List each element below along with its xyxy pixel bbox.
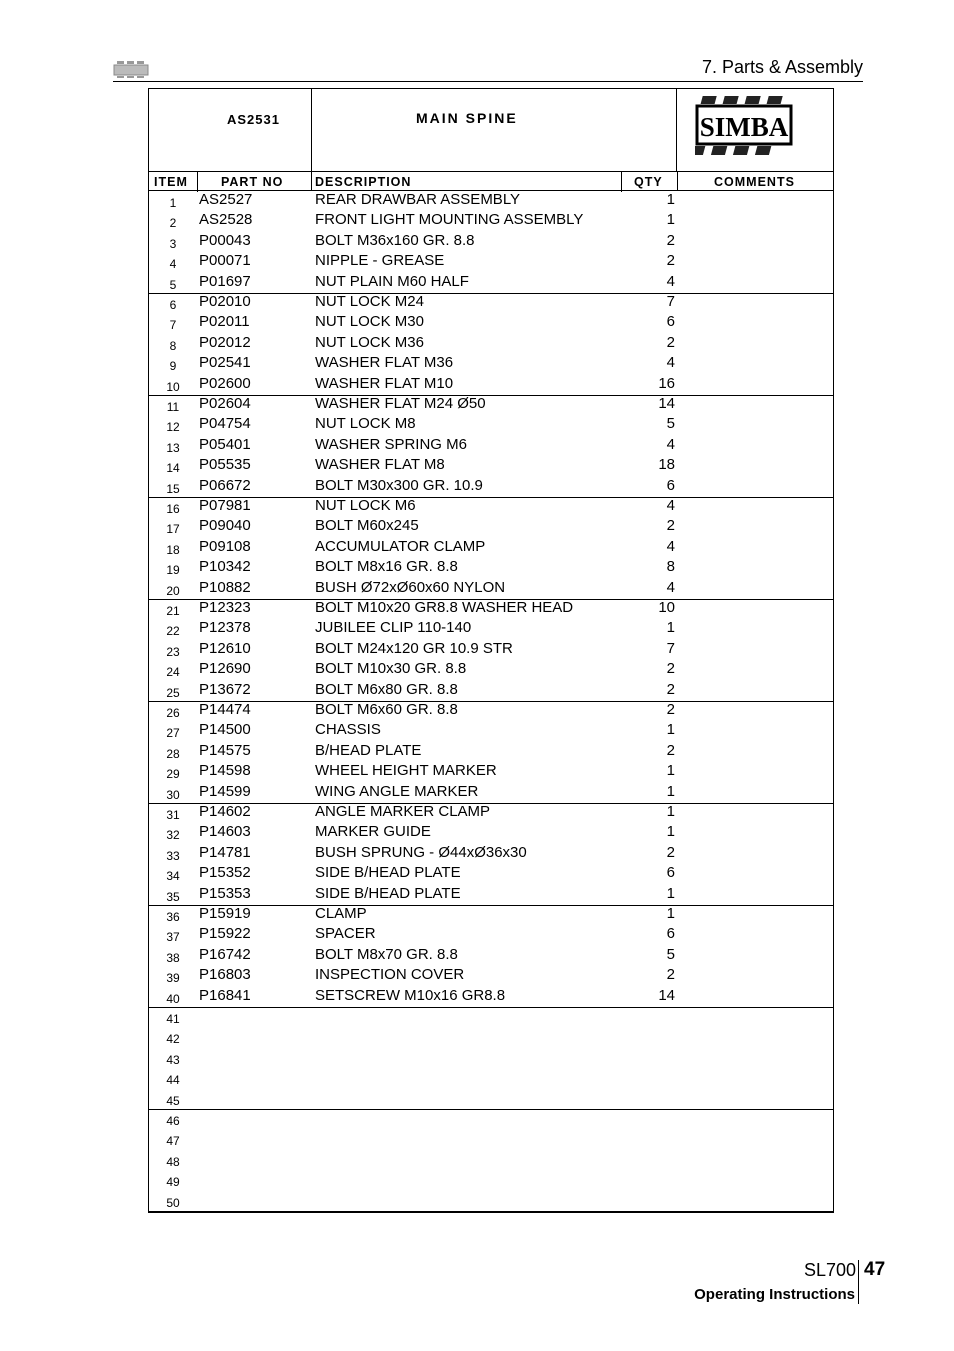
item-number: 21 xyxy=(166,604,180,618)
part-number: P00043 xyxy=(199,231,251,249)
item-number: 39 xyxy=(166,971,180,986)
table-row xyxy=(149,619,833,639)
part-quantity: 1 xyxy=(666,762,675,780)
part-quantity: 1 xyxy=(666,803,675,820)
part-number: P06672 xyxy=(199,476,251,494)
part-quantity: 1 xyxy=(666,721,675,739)
part-description: WHEEL HEIGHT MARKER xyxy=(315,762,497,780)
manual-subtitle: Operating Instructions xyxy=(694,1286,855,1303)
table-row xyxy=(149,1129,833,1149)
part-description: WASHER FLAT M24 Ø50 xyxy=(315,395,486,412)
table-row xyxy=(149,681,833,701)
item-number: 18 xyxy=(166,542,180,557)
part-number: P14575 xyxy=(199,741,251,759)
part-description: BOLT M30x300 GR. 10.9 xyxy=(315,476,483,494)
item-number: 13 xyxy=(166,440,180,455)
part-description: NUT PLAIN M60 HALF xyxy=(315,272,469,290)
part-number: P14599 xyxy=(199,782,251,800)
table-row xyxy=(149,252,833,272)
part-quantity: 1 xyxy=(666,619,675,637)
part-quantity: 2 xyxy=(666,843,675,861)
part-quantity: 2 xyxy=(666,680,675,698)
table-row xyxy=(149,885,833,905)
table-row xyxy=(149,375,833,395)
part-number: P16742 xyxy=(199,945,251,963)
item-number: 43 xyxy=(166,1052,180,1067)
part-description: B/HEAD PLATE xyxy=(315,741,422,759)
part-quantity: 4 xyxy=(666,354,675,372)
assembly-name: MAIN SPINE xyxy=(416,110,518,126)
table-row xyxy=(149,721,833,741)
part-quantity: 6 xyxy=(666,313,675,331)
part-quantity: 2 xyxy=(666,966,675,984)
col-comments: COMMENTS xyxy=(714,175,795,189)
col-qty: QTY xyxy=(634,175,663,189)
item-number: 49 xyxy=(166,1175,180,1190)
footer-divider xyxy=(858,1260,859,1304)
part-quantity: 4 xyxy=(666,578,675,596)
part-description: FRONT LIGHT MOUNTING ASSEMBLY xyxy=(315,211,584,229)
part-number: AS2527 xyxy=(199,191,253,208)
header-rule xyxy=(113,81,863,82)
simba-brand-logo xyxy=(695,95,795,157)
part-description: BOLT M6x80 GR. 8.8 xyxy=(315,680,458,698)
part-quantity: 4 xyxy=(666,537,675,555)
part-number: P15352 xyxy=(199,864,251,882)
item-number: 23 xyxy=(166,644,180,659)
item-number: 4 xyxy=(169,257,177,272)
item-number: 2 xyxy=(169,216,177,231)
table-row xyxy=(149,313,833,333)
part-number: P12378 xyxy=(199,619,251,637)
item-number: 7 xyxy=(169,318,177,333)
item-number: 35 xyxy=(166,889,180,904)
simba-logo-text: SIMBA xyxy=(699,112,789,142)
assembly-name-cell xyxy=(311,89,677,172)
item-number: 19 xyxy=(166,563,180,578)
part-number: P12610 xyxy=(199,639,251,657)
item-number: 1 xyxy=(169,196,177,210)
part-quantity: 1 xyxy=(666,823,675,841)
col-divider xyxy=(311,171,312,191)
table-row xyxy=(149,823,833,843)
table-row xyxy=(149,987,833,1007)
page-number: 47 xyxy=(864,1259,886,1280)
part-number: P14602 xyxy=(199,803,251,820)
table-row xyxy=(149,660,833,680)
table-row xyxy=(149,354,833,374)
table-row xyxy=(149,497,833,517)
table-row xyxy=(149,864,833,884)
item-number: 3 xyxy=(169,236,177,251)
part-quantity: 2 xyxy=(666,517,675,535)
item-number: 11 xyxy=(166,400,180,414)
part-description: BOLT M60x245 xyxy=(315,517,419,535)
part-number: P12323 xyxy=(199,599,251,616)
table-row xyxy=(149,558,833,578)
item-number: 46 xyxy=(166,1114,180,1128)
part-description: NUT LOCK M8 xyxy=(315,415,416,433)
part-quantity: 14 xyxy=(658,395,675,412)
part-quantity: 8 xyxy=(666,558,675,576)
part-description: BOLT M36x160 GR. 8.8 xyxy=(315,231,475,249)
part-description: BOLT M24x120 GR 10.9 STR xyxy=(315,639,513,657)
col-divider xyxy=(621,172,622,192)
item-number: 17 xyxy=(166,522,180,537)
part-quantity: 4 xyxy=(666,497,675,514)
part-quantity: 7 xyxy=(666,639,675,657)
part-description: SIDE B/HEAD PLATE xyxy=(315,864,461,882)
part-quantity: 2 xyxy=(666,660,675,678)
part-quantity: 1 xyxy=(666,905,675,922)
item-number: 45 xyxy=(166,1093,180,1108)
part-number: P14474 xyxy=(199,701,251,718)
table-row xyxy=(149,273,833,293)
item-number: 34 xyxy=(166,869,180,884)
table-row xyxy=(149,1150,833,1170)
part-description: BUSH SPRUNG - Ø44xØ36x30 xyxy=(315,843,527,861)
col-item: ITEM xyxy=(154,175,188,189)
part-description: WASHER FLAT M10 xyxy=(315,374,454,392)
item-number: 38 xyxy=(166,950,180,965)
part-number: P10882 xyxy=(199,578,251,596)
item-number: 22 xyxy=(166,624,180,639)
part-quantity: 7 xyxy=(666,293,675,310)
part-description: REAR DRAWBAR ASSEMBLY xyxy=(315,191,521,208)
table-row xyxy=(149,232,833,252)
item-number: 6 xyxy=(169,298,177,312)
table-row xyxy=(149,415,833,435)
item-number: 20 xyxy=(166,583,180,598)
part-description: JUBILEE CLIP 110-140 xyxy=(315,619,472,637)
part-quantity: 1 xyxy=(666,782,675,800)
part-number: P14603 xyxy=(199,823,251,841)
item-number: 27 xyxy=(166,726,180,741)
table-row xyxy=(149,1170,833,1190)
part-quantity: 1 xyxy=(666,211,675,229)
part-description: NIPPLE - GREASE xyxy=(315,252,445,270)
table-row xyxy=(149,456,833,476)
item-number: 48 xyxy=(166,1154,180,1169)
item-number: 15 xyxy=(166,481,180,496)
table-row xyxy=(149,742,833,762)
table-row xyxy=(149,579,833,599)
table-row xyxy=(149,640,833,660)
table-row xyxy=(149,966,833,986)
item-number: 40 xyxy=(166,991,180,1006)
item-number: 16 xyxy=(166,502,180,516)
item-number: 47 xyxy=(166,1134,180,1149)
part-number: P14598 xyxy=(199,762,251,780)
table-row xyxy=(149,783,833,803)
part-quantity: 2 xyxy=(666,231,675,249)
part-number: P05535 xyxy=(199,456,251,474)
part-description: CLAMP xyxy=(315,905,367,922)
part-number: P15922 xyxy=(199,925,251,943)
part-description: BUSH Ø72xØ60x60 NYLON xyxy=(315,578,506,596)
part-number: P00071 xyxy=(199,252,251,270)
part-description: WING ANGLE MARKER xyxy=(315,782,479,800)
part-number: P12690 xyxy=(199,660,251,678)
item-number: 25 xyxy=(166,685,180,700)
parts-list-table xyxy=(148,88,834,1213)
part-number: AS2528 xyxy=(199,211,253,229)
table-row xyxy=(149,293,833,313)
simba-logo-icon xyxy=(113,59,149,79)
part-description: SIDE B/HEAD PLATE xyxy=(315,884,461,902)
part-description: MARKER GUIDE xyxy=(315,823,431,841)
table-row xyxy=(149,538,833,558)
table-row xyxy=(149,1048,833,1068)
item-number: 32 xyxy=(166,828,180,843)
table-row xyxy=(149,599,833,619)
table-row xyxy=(149,191,833,211)
part-description: CHASSIS xyxy=(315,721,381,739)
item-number: 29 xyxy=(166,767,180,782)
item-number: 9 xyxy=(169,359,177,374)
table-row xyxy=(149,1007,833,1027)
part-description: WASHER FLAT M36 xyxy=(315,354,454,372)
item-number: 12 xyxy=(166,420,180,435)
part-number: P16803 xyxy=(199,966,251,984)
assembly-code: AS2531 xyxy=(227,112,280,127)
part-number: P05401 xyxy=(199,435,251,453)
item-number: 28 xyxy=(166,746,180,761)
item-number: 8 xyxy=(169,338,177,353)
part-number: P16841 xyxy=(199,986,251,1004)
part-description: SETSCREW M10x16 GR8.8 xyxy=(315,986,506,1004)
table-row xyxy=(149,334,833,354)
item-number: 36 xyxy=(166,910,180,924)
part-description: NUT LOCK M24 xyxy=(315,293,424,310)
part-quantity: 2 xyxy=(666,741,675,759)
item-number: 26 xyxy=(166,706,180,720)
table-row xyxy=(149,946,833,966)
part-description: BOLT M8x16 GR. 8.8 xyxy=(315,558,458,576)
part-number: P02604 xyxy=(199,395,251,412)
table-row xyxy=(149,1027,833,1047)
part-description: BOLT M10x20 GR8.8 WASHER HEAD xyxy=(315,599,574,616)
item-number: 10 xyxy=(166,379,180,394)
item-number: 42 xyxy=(166,1032,180,1047)
item-number: 37 xyxy=(166,930,180,945)
part-description: NUT LOCK M30 xyxy=(315,313,424,331)
assembly-code-cell xyxy=(149,89,311,172)
part-quantity: 2 xyxy=(666,701,675,718)
part-description: WASHER SPRING M6 xyxy=(315,435,467,453)
part-number: P15353 xyxy=(199,884,251,902)
item-number: 30 xyxy=(166,787,180,802)
part-description: ACCUMULATOR CLAMP xyxy=(315,537,486,555)
part-number: P02541 xyxy=(199,354,251,372)
part-quantity: 5 xyxy=(666,945,675,963)
part-number: P02011 xyxy=(199,313,250,331)
item-number: 50 xyxy=(166,1195,180,1210)
part-quantity: 18 xyxy=(658,456,675,474)
part-description: WASHER FLAT M8 xyxy=(315,456,445,474)
part-quantity: 2 xyxy=(666,252,675,270)
part-description: BOLT M8x70 GR. 8.8 xyxy=(315,945,458,963)
col-description: DESCRIPTION xyxy=(315,175,412,189)
table-row xyxy=(149,762,833,782)
item-number: 44 xyxy=(166,1073,180,1088)
part-description: BOLT M6x60 GR. 8.8 xyxy=(315,701,458,718)
col-part-no: PART NO xyxy=(221,175,284,189)
table-row xyxy=(149,844,833,864)
item-number: 24 xyxy=(166,665,180,680)
part-number: P09040 xyxy=(199,517,251,535)
part-description: SPACER xyxy=(315,925,376,943)
part-description: NUT LOCK M6 xyxy=(315,497,416,514)
part-number: P14781 xyxy=(199,843,251,861)
section-title: 7. Parts & Assembly xyxy=(701,57,863,77)
part-quantity: 14 xyxy=(658,986,675,1004)
item-number: 14 xyxy=(166,461,180,476)
part-quantity: 6 xyxy=(666,476,675,494)
part-number: P04754 xyxy=(199,415,251,433)
part-quantity: 16 xyxy=(658,374,675,392)
part-description: ANGLE MARKER CLAMP xyxy=(315,803,491,820)
part-quantity: 2 xyxy=(666,333,675,351)
part-number: P02012 xyxy=(199,333,251,351)
table-row xyxy=(149,1089,833,1109)
part-number: P02600 xyxy=(199,374,251,392)
col-divider xyxy=(197,172,198,192)
table-row xyxy=(149,905,833,925)
part-quantity: 6 xyxy=(666,864,675,882)
assembly-header xyxy=(149,89,833,172)
part-description: BOLT M10x30 GR. 8.8 xyxy=(315,660,467,678)
part-quantity: 4 xyxy=(666,435,675,453)
col-divider xyxy=(677,171,678,191)
table-row xyxy=(149,1109,833,1129)
model-name: SL700 xyxy=(803,1260,856,1280)
table-row xyxy=(149,477,833,497)
part-quantity: 6 xyxy=(666,925,675,943)
table-row xyxy=(149,803,833,823)
part-number: P09108 xyxy=(199,537,251,555)
table-row xyxy=(149,517,833,537)
part-number: P10342 xyxy=(199,558,251,576)
part-number: P07981 xyxy=(199,497,251,514)
part-description: NUT LOCK M36 xyxy=(315,333,424,351)
part-quantity: 4 xyxy=(666,272,675,290)
part-number: P01697 xyxy=(199,272,251,290)
item-number: 41 xyxy=(166,1012,180,1026)
table-row xyxy=(149,211,833,231)
table-row xyxy=(149,395,833,415)
part-quantity: 1 xyxy=(666,884,675,902)
part-description: INSPECTION COVER xyxy=(315,966,465,984)
part-number: P14500 xyxy=(199,721,251,739)
part-quantity: 5 xyxy=(666,415,675,433)
column-header-row xyxy=(149,171,833,191)
part-quantity: 10 xyxy=(658,599,675,616)
table-row xyxy=(149,701,833,721)
part-number: P15919 xyxy=(199,905,251,922)
part-quantity: 1 xyxy=(666,191,675,208)
part-number: P13672 xyxy=(199,680,251,698)
item-number: 31 xyxy=(166,808,180,822)
item-number: 5 xyxy=(169,277,177,292)
item-number: 33 xyxy=(166,848,180,863)
table-row xyxy=(149,1068,833,1088)
part-number: P02010 xyxy=(199,293,251,310)
brand-logo-cell xyxy=(677,89,833,172)
table-row xyxy=(149,925,833,945)
table-row xyxy=(149,436,833,456)
table-row xyxy=(149,1191,833,1211)
